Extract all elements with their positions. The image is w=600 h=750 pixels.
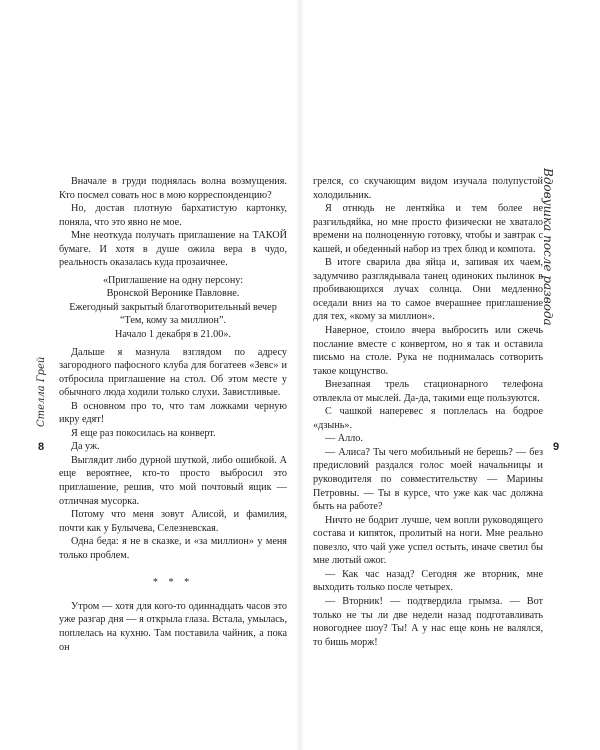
paragraph: Внезапная трель стационарного телефона отвлекла от мыслей. Да-да, такими еще пользуются. xyxy=(313,379,543,404)
paragraph: Ничто не бодрит лучше, чем вопли руководящего состава и кипяток, пролитый на ноги. Мне реально повезло, что чай уже успел остыть, иначе светил бы мне лютый ожог. xyxy=(313,514,543,567)
paragraph: Я отнюдь не лентяйка и тем более не разгильдяйка, но мне просто физически не хватало времени на полноценную готовку, чтобы и завтрак с кашей, и обеденный набор из трех блюд и компота. xyxy=(313,203,543,255)
paragraph: Да уж. xyxy=(71,441,100,453)
running-head-author: Стелла Грей xyxy=(36,356,47,427)
dialogue-line: — Как час назад? Сегодня же вторник, мне выходить только после четырех. xyxy=(313,568,543,594)
paragraph: Мне неоткуда получать приглашение на ТАКОЙ бумаге. И хотя в душе ожила вера в чудо, реальность оказалась куда прозаичнее. xyxy=(59,230,287,269)
paragraph: Но, достав плотную бархатистую картонку, поняла, что это явно не мое. xyxy=(59,203,287,228)
left-page-text xyxy=(59,175,287,653)
right-page-text xyxy=(313,175,543,648)
paragraph: Наверное, стоило вчера выбросить или сжечь послание вместе с конвертом, но я так и оставила письмо на столе. Рука не поднималась сотворить такое кощунство. xyxy=(313,325,543,377)
paragraph: В итоге сварила два яйца и, запивая их чаем, задумчиво разглядывала танец одиноких пылинок в пробивающихся лучах солнца. Они медленно оседали вниз на то самое вчерашнее приглашение для тех, «кому за миллион». xyxy=(313,257,543,323)
invitation-line: “Тем, кому за миллион”. xyxy=(119,315,227,327)
paragraph: грелся, со скучающим видом изучала полупустой холодильник. xyxy=(313,176,543,201)
dialogue-line: — Алло. xyxy=(325,433,363,445)
invitation-line: Начало 1 декабря в 21.00». xyxy=(114,329,232,341)
paragraph: Дальше я мазнула взглядом по адресу загородного пафосного клуба для богатеев «Зевс» и отбросила приглашение на стол. Об этом месте у обычного люда ходили только слухи. Завистливые. xyxy=(59,346,287,399)
dialogue-line: — Алиса? Ты чего мобильный не берешь? — без предисловий раздался голос моей начальницы и руководителя по совместительству — Марины Петровны. — Ты в курсе, что уже как час должна быть на работе? xyxy=(313,446,543,513)
paragraph: Утром — хотя для кого-то одиннадцать часов это уже разгар дня — я открыла глаза. Встала, умылась, поплелась на кухню. Там поставила чайник, а пока он xyxy=(59,600,287,653)
invitation-quote xyxy=(59,274,287,342)
paragraph: Вначале в груди поднялась волна возмущения. Кто посмел совать нос в мою корреспонденцию? xyxy=(59,176,287,201)
paragraph: Выглядит либо дурной шуткой, либо ошибкой. А еще вероятнее, кто-то просто выбросил это приглашение, решив, что мой почтовый ящик — отличная мусорка. xyxy=(59,454,287,507)
paragraph: В основном про то, что там ложками черную икру едят! xyxy=(59,400,287,426)
paragraph: С чашкой наперевес я поплелась на бодрое «дзынь». xyxy=(313,406,543,431)
paragraph: Я еще раз покосилась на конверт. xyxy=(71,427,216,439)
paragraph: Одна беда: я не в сказке, и «за миллион» у меня только проблем. xyxy=(59,536,287,561)
book-gutter xyxy=(296,0,304,750)
page-number-right: 9 xyxy=(553,441,560,453)
invitation-line: «Приглашение на одну персону: xyxy=(102,274,244,286)
dialogue-line: — Вторник! — подтвердила грымза. — Вот только не ты ли две недели назад подготавливать новогоднее шоу? Ты! А у нас еще конь не валялся, то бишь морж! xyxy=(313,595,543,648)
invitation-line: Ежегодный закрытый благотворительный вечер xyxy=(69,301,277,313)
invitation-line: Вронской Веронике Павловне. xyxy=(106,288,240,300)
paragraph: Потому что меня зовут Алисой, и фамилия, почти как у Булычева, Селезневская. xyxy=(59,509,287,534)
scene-separator: * * * xyxy=(152,577,194,589)
running-head-title: Вдовушка после развода xyxy=(541,168,555,326)
page-number-left: 8 xyxy=(38,441,45,453)
